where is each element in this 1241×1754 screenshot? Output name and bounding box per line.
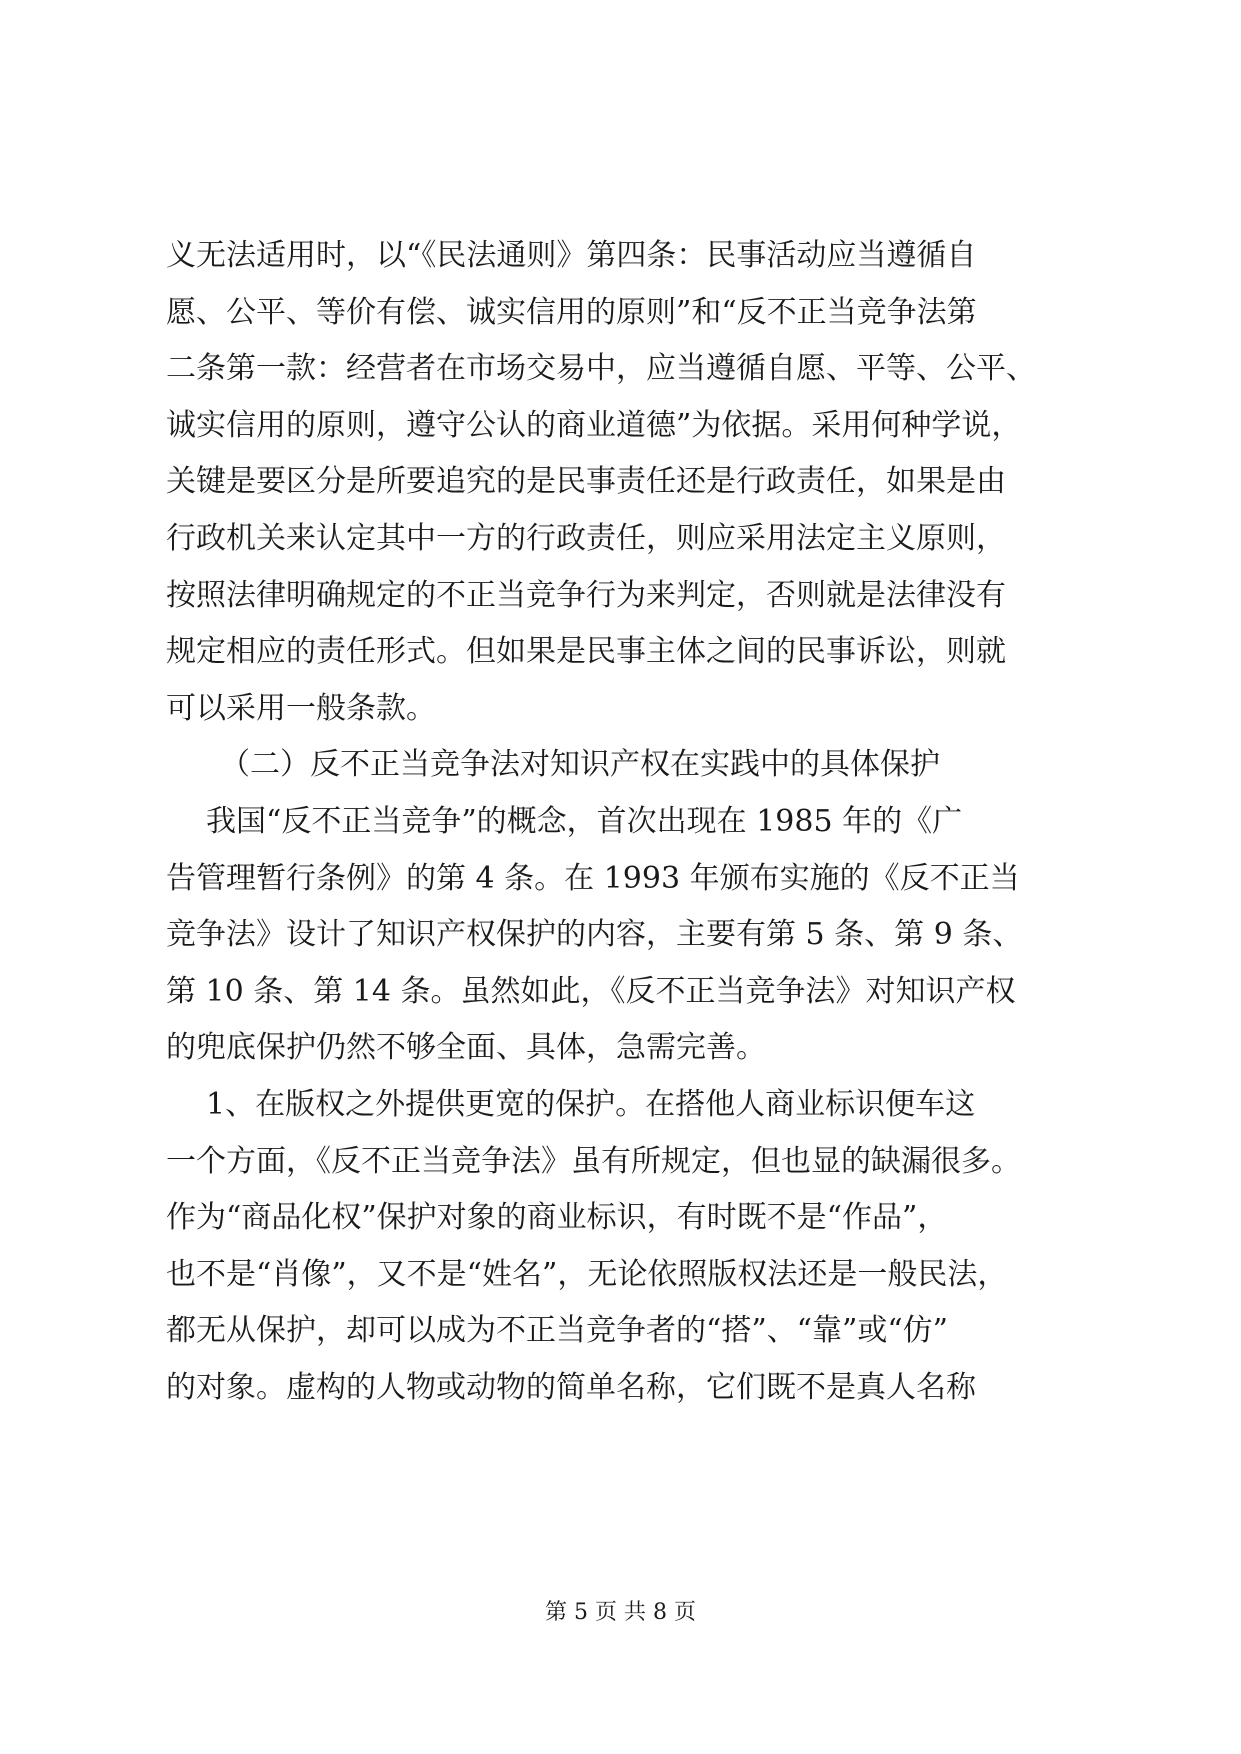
text-line: 第 10 条、第 14 条。虽然如此，《反不正当竞争法》对知识产权 — [166, 973, 1016, 1009]
paragraph-start-line: 我国“反不正当竞争”的概念，首次出现在 1985 年的《广 — [206, 803, 963, 839]
text-line: 都无从保护，却可以成为不正当竞争者的“搭”、“靠”或“仿” — [166, 1313, 949, 1349]
page-number-footer: 第 5 页 共 8 页 — [545, 1600, 696, 1625]
text-line: 的兜底保护仍然不够全面、具体，急需完善。 — [166, 1030, 766, 1066]
text-line: 竞争法》设计了知识产权保护的内容，主要有第 5 条、第 9 条、 — [166, 917, 1023, 953]
text-line: 的对象。虚构的人物或动物的简单名称，它们既不是真人名称 — [166, 1369, 976, 1405]
text-line: 一个方面，《反不正当竞争法》虽有所规定，但也显的缺漏很多。 — [166, 1143, 1021, 1179]
text-line: 诚实信用的原则，遵守公认的商业道德”为依据。采用何种学说， — [166, 407, 1022, 443]
paragraph-start-line: 1、在版权之外提供更宽的保护。在搭他人商业标识便车这 — [206, 1086, 976, 1122]
text-line: 行政机关来认定其中一方的行政责任，则应采用法定主义原则， — [166, 520, 1006, 556]
text-line: 也不是“肖像”，又不是“姓名”，无论依照版权法还是一般民法， — [166, 1256, 1008, 1292]
text-line: 告管理暂行条例》的第 4 条。在 1993 年颁布实施的《反不正当 — [166, 860, 1020, 896]
text-line: 关键是要区分是所要追究的是民事责任还是行政责任，如果是由 — [166, 464, 1006, 500]
text-line: 愿、公平、等价有偿、诚实信用的原则”和“反不正当竞争法第 — [166, 294, 977, 330]
body-text — [166, 228, 1096, 1416]
section-heading: （二）反不正当竞争法对知识产权在实践中的具体保护 — [220, 747, 940, 783]
text-line: 作为“商品化权”保护对象的商业标识，有时既不是“作品”， — [166, 1200, 948, 1236]
text-line: 可以采用一般条款。 — [166, 690, 436, 726]
text-line: 二条第一款：经营者在市场交易中，应当遵循自愿、平等、公平、 — [166, 351, 1036, 387]
text-line: 按照法律明确规定的不正当竞争行为来判定，否则就是法律没有 — [166, 577, 1006, 613]
text-line: 义无法适用时，以“《民法通则》第四条：民事活动应当遵循自 — [166, 238, 977, 273]
text-line: 规定相应的责任形式。但如果是民事主体之间的民事诉讼，则就 — [166, 634, 1006, 670]
